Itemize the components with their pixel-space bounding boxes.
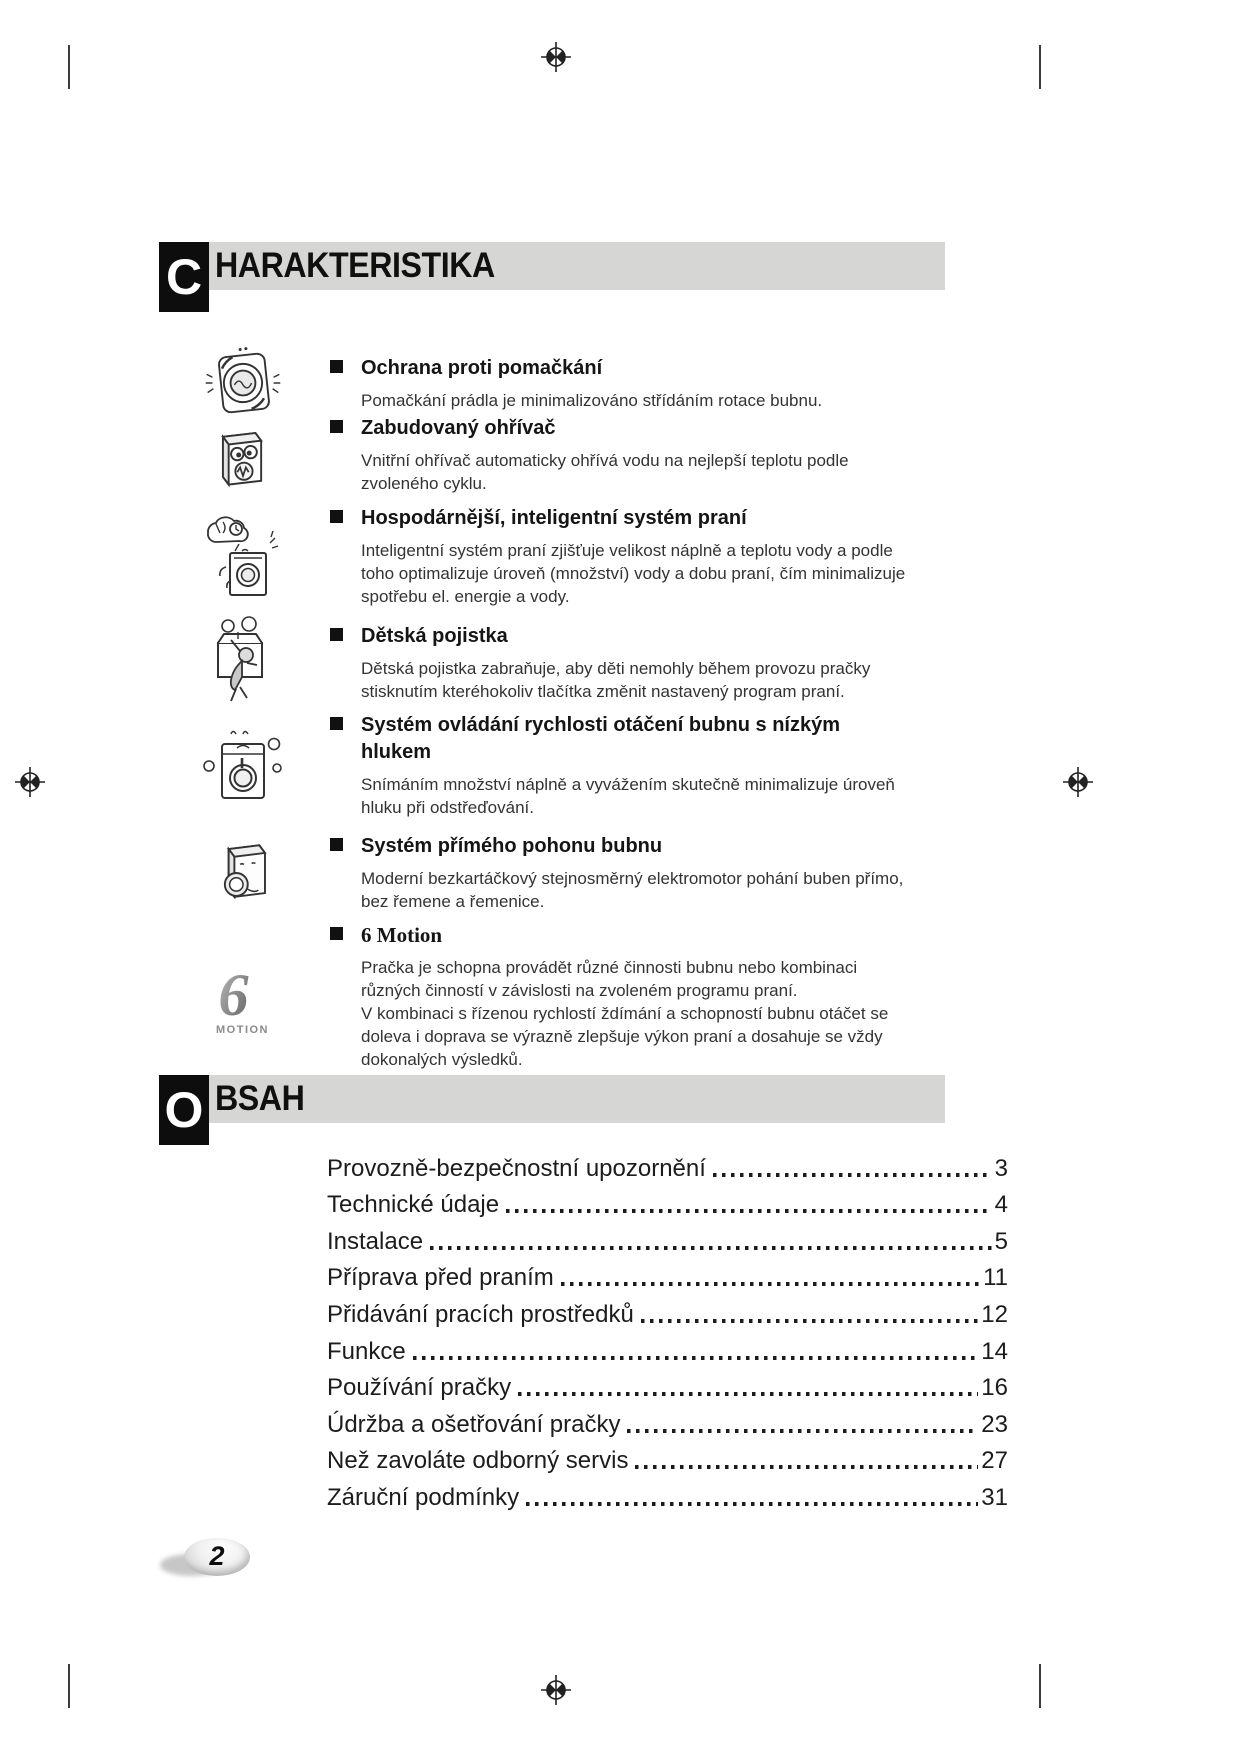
six-motion-caption: MOTION [216, 1023, 269, 1036]
toc-label: Záruční podmínky [327, 1483, 520, 1511]
direct-drive-washer-icon [155, 830, 330, 916]
registration-mark-right [1063, 767, 1093, 797]
feature-body: Pračka je schopna provádět různé činnosti bubnu nebo kombinaci různých činností v závislosti na zvoleném programu praní. [361, 958, 858, 1000]
feature-title: Systém přímého pohonu bubnu [361, 835, 663, 857]
page-number-bubble [160, 1538, 255, 1582]
toc-dot-leader [518, 1392, 978, 1396]
section-header-contents [159, 1075, 945, 1138]
toc-label: Údržba a ošetřování pračky [327, 1410, 621, 1438]
toc-page-number: 4 [994, 1191, 1008, 1219]
svg-text:6: 6 [217, 961, 248, 1028]
feature-body: Dětská pojistka zabraňuje, aby děti nemohly během provozu pračky stisknutím kteréhokoliv tlačítka změnit nastavený program praní. [361, 659, 871, 701]
registration-mark-top [541, 42, 571, 72]
child-lock-washer-icon [155, 615, 330, 711]
feature-title: Zabudovaný ohřívač [361, 417, 556, 439]
feature-body: Moderní bezkartáčkový stejnosměrný elektromotor pohání buben přímo, bez řemene a řemenice. [361, 869, 904, 911]
toc-label: Přidávání pracích prostředků [327, 1300, 634, 1328]
bullet-square-icon [330, 628, 343, 641]
toc-page-number: 23 [981, 1410, 1008, 1438]
built-in-heater-washer-icon [155, 412, 330, 498]
toc-row [327, 1364, 1008, 1401]
toc-label: Příprava před praním [327, 1264, 554, 1292]
toc-page-number: 14 [981, 1337, 1008, 1365]
feature-body: Inteligentní systém praní zjišťuje velikost náplně a teplotu vody a podle toho optimalizuje úroveň (množství) vody a dobu praní, čím minimalizuje spotřebu el. energie a vody. [361, 541, 906, 606]
toc-page-number: 27 [981, 1447, 1008, 1475]
toc-label: Instalace [327, 1227, 424, 1255]
toc-row [327, 1290, 1008, 1327]
toc-dot-leader [526, 1502, 978, 1506]
registration-mark-left [15, 767, 45, 797]
section-initial: O [164, 1082, 204, 1138]
bullet-square-icon [330, 717, 343, 730]
crop-tick-bottom-right [1039, 1664, 1041, 1708]
toc-dot-leader [641, 1319, 978, 1323]
section-initial-box [159, 242, 209, 312]
toc-label: Používání pračky [327, 1374, 512, 1402]
feature-body: Pomačkání prádla je minimalizováno střídáním rotace bubnu. [361, 390, 823, 410]
toc-label: Provozně-bezpečnostní upozornění [327, 1154, 706, 1182]
crop-tick-top-right [1039, 45, 1041, 89]
toc-row [327, 1437, 1008, 1474]
section-title: HARAKTERISTIKA [215, 246, 495, 285]
crop-tick-bottom-left [68, 1664, 70, 1708]
feature-built-in-heater [155, 412, 955, 498]
toc-page-number: 12 [981, 1300, 1008, 1328]
feature-title: Hospodárnější, inteligentní systém praní [361, 507, 747, 529]
feature-body: Snímáním množství náplně a vyvážením skutečně minimalizuje úroveň hluku při odstřeďování. [361, 775, 895, 817]
feature-child-lock [155, 615, 955, 711]
feature-six-motion [155, 922, 955, 1071]
section-header-characteristics [159, 242, 945, 305]
toc-page-number: 31 [981, 1483, 1008, 1511]
toc-label: Technické údaje [327, 1191, 500, 1219]
feature-title: Dětská pojistka [361, 625, 508, 647]
feature-title: Systém ovládání rychlosti otáčení bubnu s nízkým hlukem [361, 714, 841, 763]
section-header-bar [209, 1075, 945, 1123]
feature-body: Vnitřní ohřívač automaticky ohřívá vodu na nejlepší teplotu podle zvoleného cyklu. [361, 451, 849, 493]
section-title: BSAH [215, 1079, 305, 1118]
feature-intelligent-wash [155, 505, 955, 608]
bullet-square-icon [330, 510, 343, 523]
toc-dot-leader [413, 1356, 979, 1360]
feature-body-2: V kombinaci s řízenou rychlostí ždímání a schopností bubnu otáčet se doleva i doprava se výrazně zlepšuje výkon praní a dosahuje se vždy dokonalých výsledků. [361, 1004, 889, 1069]
toc-page-number: 16 [981, 1374, 1008, 1402]
toc-row [327, 1254, 1008, 1291]
toc-dot-leader [506, 1209, 992, 1213]
toc-dot-leader [635, 1465, 978, 1469]
toc-label: Funkce [327, 1337, 406, 1365]
feature-title: 6 Motion [361, 923, 443, 947]
section-initial-box [159, 1075, 209, 1145]
toc-page-number: 5 [994, 1227, 1008, 1255]
toc-row [327, 1327, 1008, 1364]
toc-page-number: 3 [994, 1154, 1008, 1182]
bullet-square-icon [330, 838, 343, 851]
bullet-square-icon [330, 927, 343, 940]
feature-direct-drive [155, 830, 955, 916]
toc-dot-leader [561, 1282, 980, 1286]
feature-title: Ochrana proti pomačkání [361, 356, 603, 379]
toc-dot-leader [627, 1429, 978, 1433]
table-of-contents [327, 1144, 1008, 1510]
toc-row [327, 1400, 1008, 1437]
toc-row [327, 1144, 1008, 1181]
toc-row [327, 1473, 1008, 1510]
toc-dot-leader [430, 1246, 992, 1250]
section-initial: C [165, 249, 203, 305]
bullet-square-icon [330, 420, 343, 433]
six-motion-logo [155, 958, 330, 1036]
page-number: 2 [209, 1541, 225, 1571]
low-noise-washer-icon [155, 720, 330, 812]
toc-row [327, 1217, 1008, 1254]
toc-page-number: 11 [983, 1264, 1008, 1292]
intelligent-wash-thinking-washer-icon [155, 509, 330, 605]
toc-dot-leader [713, 1173, 992, 1177]
toc-row [327, 1181, 1008, 1218]
feature-low-noise [155, 712, 955, 819]
registration-mark-bottom [541, 1675, 571, 1705]
toc-label: Než zavoláte odborný servis [327, 1447, 629, 1475]
crop-tick-top-left [68, 45, 70, 89]
bullet-square-icon [330, 360, 343, 373]
